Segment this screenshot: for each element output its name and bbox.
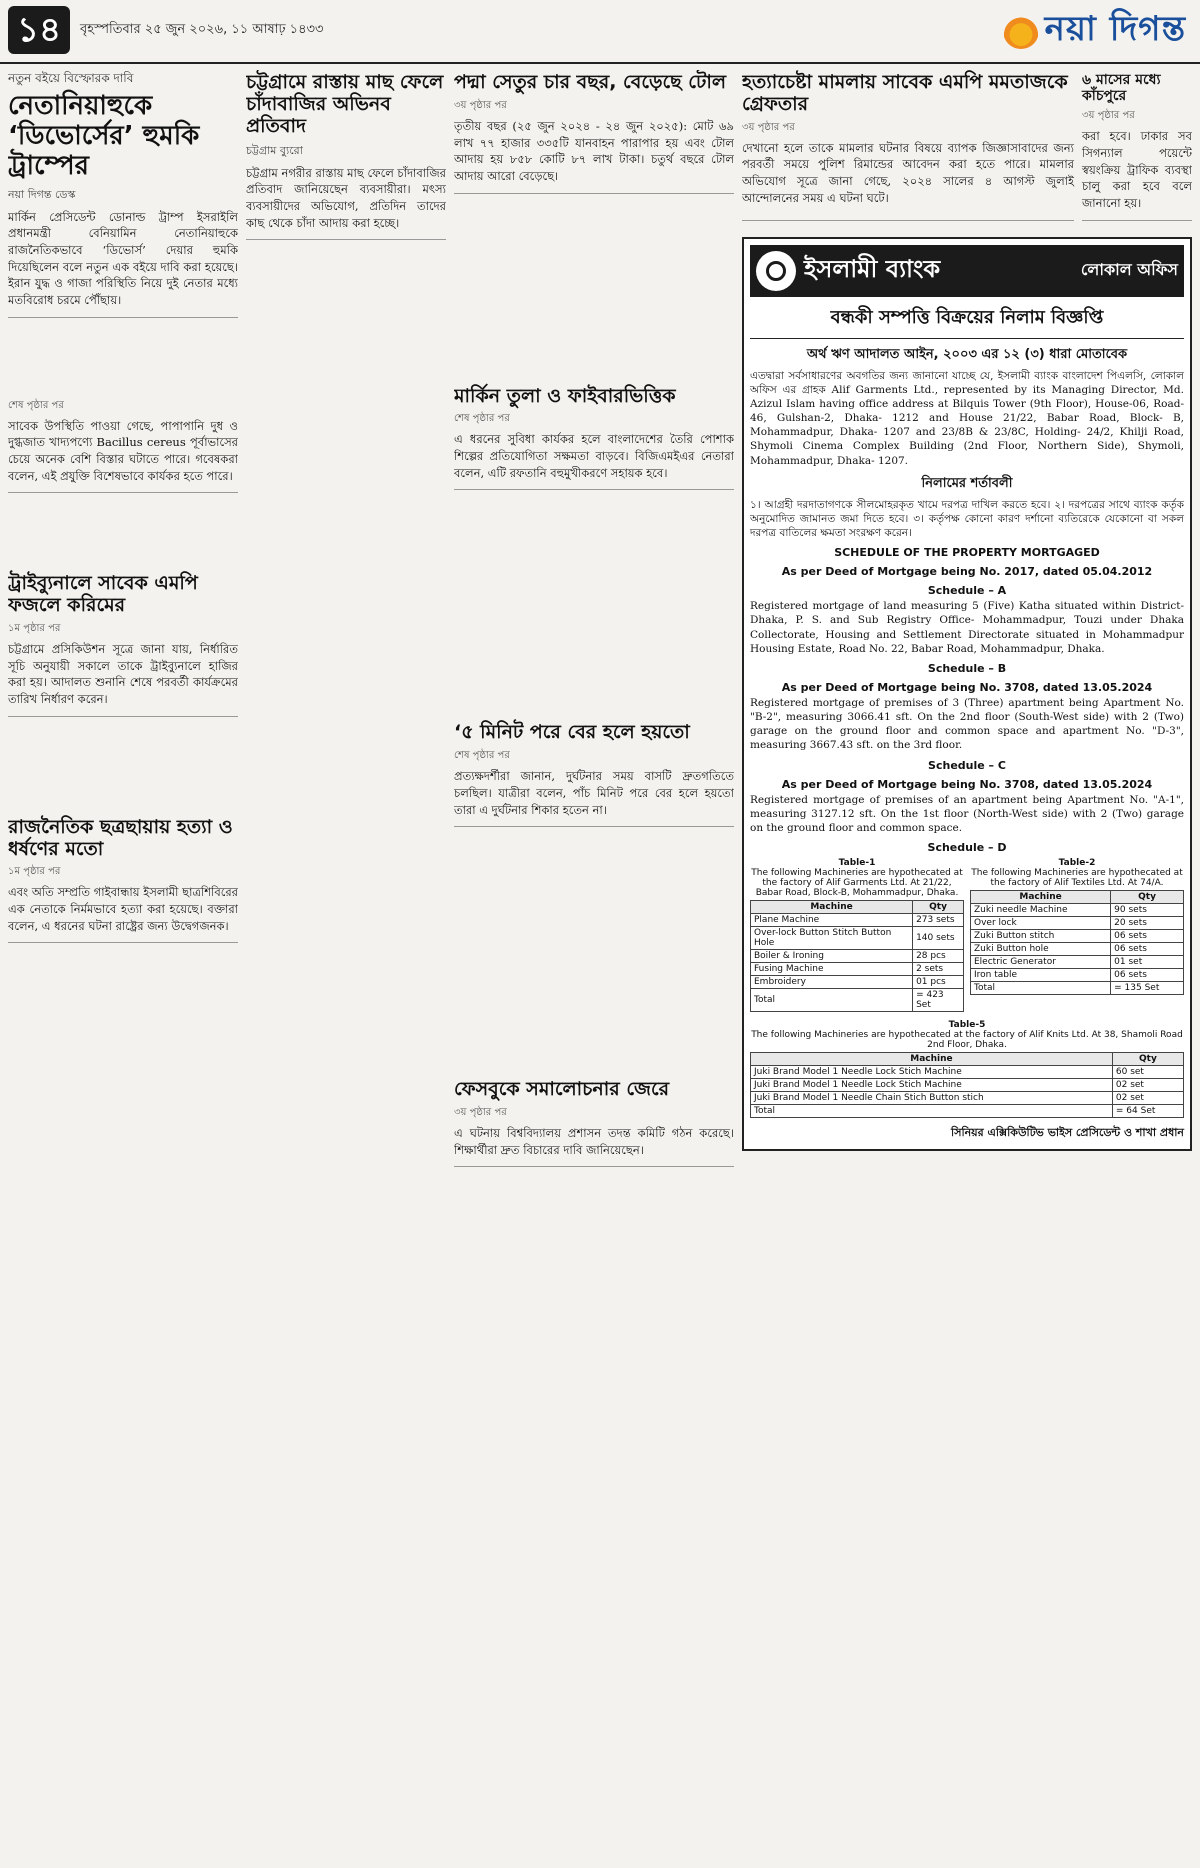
- story-food-safety: [8, 398, 238, 494]
- table-row: [751, 1092, 1184, 1105]
- story-five-minutes: [454, 722, 734, 827]
- table-caption: The following Machineries are hypothecated at the factory of Alif Textiles Ltd. At 74/A.: [971, 868, 1183, 889]
- bank-seal-icon: [756, 251, 796, 291]
- story-body: এ ঘটনায় বিশ্ববিদ্যালয় প্রশাসন তদন্ত কমিটি গঠন করেছে। শিক্ষার্থীরা দ্রুত বিচারের দাবি জানিয়েছেন।: [454, 1126, 734, 1157]
- story-continued: ১ম পৃষ্ঠার পর: [8, 866, 61, 878]
- schedule-sub: As per Deed of Mortgage being No. 2017, dated 05.04.2012: [781, 565, 1153, 579]
- table-2: [970, 890, 1184, 995]
- story-tribunal: [8, 573, 238, 716]
- table-cell: Total: [751, 1105, 1113, 1118]
- story-headline: নেতানিয়াহুকে ‘ডিভোর্সের’ হুমকি ট্রাম্পের: [8, 91, 200, 181]
- column-3: [454, 70, 734, 1860]
- story-headline: পদ্মা সেতুর চার বছর, বেড়েছে টোল: [454, 71, 727, 93]
- table-cell: 20 sets: [1111, 917, 1184, 930]
- table-title: Table-2: [1058, 858, 1096, 869]
- ad-subtitle: অর্থ ঋণ আদালত আইন, ২০০৩ এর ১২ (৩) ধারা মোতাবেক: [806, 346, 1128, 362]
- schedule-a-title: Schedule – A: [927, 584, 1007, 598]
- story-continued: ৩য় পৃষ্ঠার পর: [454, 1107, 507, 1119]
- story-kanchpur: [1082, 70, 1192, 221]
- table-cell: Electric Generator: [971, 956, 1111, 969]
- table-cell: = 135 Set: [1111, 982, 1184, 995]
- ad-body: এতদ্বারা সর্বসাধারণের অবগতির জন্য জানানো যাচ্ছে যে, ইসলামী ব্যাংক বাংলাদেশ পিএলসি, লোকাল অফিস এর গ্রাহক Alif Garments Ltd., represented by its Managing Director, Md. Azizul Islam having office address at Bilquis Tower (9th Floor), House-06, Road- 46, Gulshan-2, Dhaka- 1212 and House 21/22, Babar Road, Block- B, Mohammadpur, Dhaka- 1207 and 23/8B & 23/8C, Holding- 24/2, Khilji Road, Shymoli Cinema Complex Building (2nd Floor, Northern Side), Shymoli, Mohammadpur, Dhaka- 1207.: [750, 369, 1184, 467]
- table-title: Table-1: [838, 858, 876, 869]
- table-row: [751, 976, 964, 989]
- table-row: [971, 956, 1184, 969]
- story-headline: চট্টগ্রামে রাস্তায় মাছ ফেলে চাঁদাবাজির অভিনব প্রতিবাদ: [246, 71, 444, 137]
- story-body: চট্টগ্রাম নগরীর রাস্তায় মাছ ফেলে চাঁদাবাজির প্রতিবাদ জানিয়েছেন ব্যবসায়ীরা। মৎস্য ব্যবসায়ীদের অভিযোগ, প্রতিদিন তাদের কাছ থেকে চাঁদা আদায় করা হচ্ছে।: [246, 165, 446, 230]
- table-cell: Total: [971, 982, 1111, 995]
- ad-banner: [750, 245, 1184, 297]
- story-political-shelter: [8, 817, 238, 944]
- table-cell: Juki Brand Model 1 Needle Chain Stich Button stich: [751, 1092, 1113, 1105]
- story-fish-protest: [246, 72, 446, 240]
- schedule-d-title: Schedule – D: [927, 841, 1007, 855]
- table-row: [971, 917, 1184, 930]
- table-header-cell: Qty: [1111, 891, 1184, 904]
- table-5: [750, 1052, 1184, 1118]
- table-cell: 90 sets: [1111, 904, 1184, 917]
- table-cell: 01 set: [1111, 956, 1184, 969]
- story-momtaz-arrest: [742, 70, 1074, 221]
- table-row: [751, 927, 964, 950]
- table-5-block: [750, 1020, 1184, 1118]
- table-title: Table-5: [948, 1020, 986, 1031]
- story-us-cotton: [454, 386, 734, 491]
- table-cell: Juki Brand Model 1 Needle Lock Stich Machine: [751, 1079, 1113, 1092]
- story-body: করা হবে। ঢাকার সব সিগন্যাল পয়েন্টে স্বয়ংক্রিয় ট্রাফিক ব্যবস্থা চালু করা হবে বলে জানানো হয়।: [1082, 129, 1192, 210]
- machinery-tables: [750, 858, 1184, 1014]
- conditions-title: নিলামের শর্তাবলী: [921, 475, 1013, 491]
- table-row: [971, 943, 1184, 956]
- story-continued: ১ম পৃষ্ঠার পর: [8, 623, 61, 635]
- table-header-row: [971, 891, 1184, 904]
- table-row: [751, 1066, 1184, 1079]
- story-body: সাবেক উপস্থিতি পাওয়া গেছে, পাপাপানি দুধ ও দুগ্ধজাত খাদ্যপণ্যে Bacillus cereus পূর্বাভাসের চেয়ে অনেক বেশি বিস্তার ঘটাতে পারে। গবেষকরা বলেন, এই প্রযুক্তি বিশেষভাবে কার্যকর হতে পারে।: [8, 418, 238, 483]
- bank-office: লোকাল অফিস: [1080, 260, 1178, 280]
- story-continued: ৩য় পৃষ্ঠার পর: [454, 99, 507, 111]
- table-cell: Iron table: [971, 969, 1111, 982]
- table-cell: = 64 Set: [1112, 1105, 1183, 1118]
- schedule-b-title: Schedule – B: [927, 661, 1007, 675]
- page-number: ১৪: [8, 6, 70, 54]
- story-netanyahu: [8, 70, 238, 318]
- table-header-row: [751, 1053, 1184, 1066]
- story-continued: ৩য় পৃষ্ঠার পর: [1082, 110, 1135, 122]
- story-continued: ৩য় পৃষ্ঠার পর: [742, 121, 795, 133]
- table-cell: 140 sets: [913, 927, 964, 950]
- story-headline: ফেসবুকে সমালোচনার জেরে: [454, 1078, 670, 1101]
- table-row: [751, 963, 964, 976]
- table-row: [971, 904, 1184, 917]
- date-line: বৃহস্পতিবার ২৫ জুন ২০২৬, ১১ আষাঢ় ১৪৩৩: [80, 22, 324, 37]
- story-body: এ ধরনের সুবিধা কার্যকর হলে বাংলাদেশের তৈরি পোশাক শিল্পের প্রতিযোগিতা সক্ষমতা বাড়বে। বিজিএমইএর নেতারা বলেন, এটি রফতানি বহুমুখীকরণে সহায়ক হবে।: [454, 432, 734, 480]
- story-continued: শেষ পৃষ্ঠার পর: [8, 399, 64, 411]
- story-headline: ৬ মাসের মধ্যে কাঁচপুরে: [1082, 72, 1161, 105]
- table-cell: Juki Brand Model 1 Needle Lock Stich Machine: [751, 1066, 1113, 1079]
- table-header-cell: Qty: [913, 901, 964, 914]
- story-headline: হত্যাচেষ্টা মামলায় সাবেক এমপি মমতাজকে গ্রেফতার: [742, 71, 1068, 115]
- masthead: [0, 0, 1200, 64]
- story-byline: নয়া দিগন্ত ডেস্ক: [8, 187, 76, 201]
- table-row: [751, 1079, 1184, 1092]
- table-cell: Embroidery: [751, 976, 913, 989]
- story-body: চট্টগ্রামে প্রসিকিউশন সূত্রে জানা যায়, নির্ধারিত সূচি অনুযায়ী সকালে তাকে ট্রাইব্যুনালে হাজির করা হয়। আদালত শুনানি শেষে পরবর্তী কার্যক্রমের তারিখ নির্ধারণ করেন।: [8, 642, 238, 707]
- auction-notice-ad: [742, 237, 1192, 1152]
- story-headline: মার্কিন তুলা ও ফাইবারভিত্তিক: [454, 384, 676, 407]
- story-headline: ‘৫ মিনিট পরে বের হলে হয়তো: [454, 721, 690, 744]
- story-continued: শেষ পৃষ্ঠার পর: [454, 413, 510, 425]
- story-body: এবং অতি সম্প্রতি গাইবান্ধায় ইসলামী ছাত্রশিবিরের এক নেতাকে নির্মমভাবে হত্যা করা হয়েছে। বক্তারা বলেন, এ ধরনের ঘটনা রাষ্ট্রের জন্য উদ্বেগজনক।: [8, 885, 238, 933]
- table-1: [750, 900, 964, 1012]
- ad-signatory: সিনিয়র এক্সিকিউটিভ ভাইস প্রেসিডেন্ট ও শাখা প্রধান: [951, 1126, 1184, 1140]
- newspaper-logo: [1003, 6, 1186, 56]
- story-body: তৃতীয় বছর (২৫ জুন ২০২৪ - ২৪ জুন ২০২৫): মোট ৬৯ লাখ ৭৭ হাজার ৩৩৫টি যানবাহন পারাপার হয় এবং টোল আদায় হয় ৮৫৮ কোটি ৮৭ লাখ টাকা। চতুর্থ বছরে টোল আদায় আরো বেড়েছে।: [454, 118, 734, 183]
- story-headline: রাজনৈতিক ছত্রছায়ায় হত্যা ও ধর্ষণের মতো: [8, 815, 233, 860]
- table-cell: 06 sets: [1111, 969, 1184, 982]
- table-row: [971, 930, 1184, 943]
- table-header-cell: Qty: [1112, 1053, 1183, 1066]
- table-header-cell: Machine: [971, 891, 1111, 904]
- table-row: [751, 1105, 1184, 1118]
- schedule-title: SCHEDULE OF THE PROPERTY MORTGAGED: [834, 546, 1100, 560]
- schedule-c-body: Registered mortgage of premises of an apartment being Apartment No. "A-1", measuring 3127.12 sft. On the 1st floor (North-West side) with 2 (Two) garage on the ground floor and common space.: [750, 793, 1184, 834]
- table-cell: Fusing Machine: [751, 963, 913, 976]
- table-cell: 28 pcs: [913, 950, 964, 963]
- story-continued: শেষ পৃষ্ঠার পর: [454, 750, 510, 762]
- table-cell: 273 sets: [913, 914, 964, 927]
- schedule-a-body: Registered mortgage of land measuring 5 (Five) Katha situated within District- Dhaka, P. S. and Sub Registry Office- Mohammadpur, Touzi under Dhaka Collectorate, Housing and Settlement Directorate situated in Mohammadpur Housing Estate, Road No. 22, Babar Road, Mohammadpur, Dhaka.: [750, 600, 1184, 655]
- schedule-c-title: Schedule – C: [928, 758, 1006, 772]
- story-headline: ট্রাইব্যুনালে সাবেক এমপি ফজলে করিমের: [8, 572, 198, 617]
- story-kicker: নতুন বইয়ে বিস্ফোরক দাবি: [8, 71, 134, 85]
- table-2-block: [970, 858, 1184, 1014]
- table-cell: Over lock: [971, 917, 1111, 930]
- table-cell: Boiler & Ironing: [751, 950, 913, 963]
- table-cell: 02 set: [1112, 1079, 1183, 1092]
- bank-name: ইসলামী ব্যাংক: [804, 254, 941, 283]
- table-cell: Zuki Button hole: [971, 943, 1111, 956]
- table-cell: 2 sets: [913, 963, 964, 976]
- sun-logo-icon: [1003, 13, 1039, 49]
- story-body: মার্কিন প্রেসিডেন্ট ডোনাল্ড ট্রাম্প ইসরাইলি প্রধানমন্ত্রী বেনিয়ামিন নেতানিয়াহুকে রাজনৈতিকভাবে ‘ডিভোর্স’ দেয়ার হুমকি দিয়েছিলেন বলে নতুন এক বইয়ে দাবি করা হয়েছে। ইরান যুদ্ধ ও গাজা পরিস্থিতি নিয়ে দুই নেতার মধ্যে মতবিরোধ চরমে পৌঁছায়।: [8, 209, 238, 308]
- story-body: দেখানো হলে তাকে মামলার ঘটনার বিষয়ে ব্যাপক জিজ্ঞাসাবাদের জন্য পরবর্তী সময়ে পুলিশ রিমান্ডের আবেদন করা হতে পারে। মামলার অভিযোগ সূত্রে জানা গেছে, ২০২৪ সালের ৪ আগস্ট জুলাই আন্দোলনের সময় এ ঘটনা ঘটে।: [742, 140, 1074, 205]
- logo-text: নয়া দিগন্ত: [1044, 8, 1186, 49]
- column-4: [742, 70, 1192, 1860]
- schedule-b-body: Registered mortgage of premises of 3 (Three) apartment being Apartment No. "B-2", measuring 3066.41 sft. On the 2nd floor (South-West side) with 2 (Two) garage on the ground floor and common space and apartment No. "D-3", measuring 3667.43 sft. on the 3rd floor.: [750, 696, 1184, 752]
- story-facebook-criticism: [454, 1079, 734, 1167]
- table-cell: Zuki Button stitch: [971, 930, 1111, 943]
- table-row: [751, 950, 964, 963]
- column-2: [246, 70, 446, 1860]
- column-1: [8, 70, 238, 1860]
- table-cell: Over-lock Button Stitch Button Hole: [751, 927, 913, 950]
- table-cell: Zuki needle Machine: [971, 904, 1111, 917]
- table-cell: Plane Machine: [751, 914, 913, 927]
- table-cell: 06 sets: [1111, 943, 1184, 956]
- table-cell: 60 set: [1112, 1066, 1183, 1079]
- story-byline: চট্টগ্রাম ব্যুরো: [246, 143, 303, 157]
- schedule-b-sub: As per Deed of Mortgage being No. 3708, dated 13.05.2024: [781, 680, 1153, 694]
- story-body: প্রত্যক্ষদর্শীরা জানান, দুর্ঘটনার সময় বাসটি দ্রুতগতিতে চলছিল। যাত্রীরা বলেন, পাঁচ মিনিট পরে বের হলে হয়তো তারা এ দুর্ঘটনার শিকার হতেন না।: [454, 769, 734, 817]
- table-cell: 01 pcs: [913, 976, 964, 989]
- table-cell: Total: [751, 989, 913, 1012]
- table-header-cell: Machine: [751, 901, 913, 914]
- table-row: [971, 969, 1184, 982]
- table-cell: = 423 Set: [913, 989, 964, 1012]
- table-caption: The following Machineries are hypothecated at the factory of Alif Garments Ltd. At 21/22, Babar Road, Block-B, Mohammadpur, Dhaka.: [751, 868, 963, 899]
- table-row: [751, 989, 964, 1012]
- table-row: [971, 982, 1184, 995]
- table-1-block: [750, 858, 964, 1014]
- table-row: [751, 914, 964, 927]
- conditions-body: ১। আগ্রহী দরদাতাগণকে সীলমোহরকৃত খামে দরপত্র দাখিল করতে হবে। ২। দরপত্রের সাথে ব্যাংক কর্তৃক অনুমোদিত জামানত জমা দিতে হবে। ৩। কর্তৃপক্ষ কোনো কারণ দর্শানো ব্যতিরেকে যেকোনো বা সকল দরপত্র বাতিলের ক্ষমতা সংরক্ষণ করেন।: [750, 498, 1184, 540]
- table-cell: 06 sets: [1111, 930, 1184, 943]
- table-header-row: [751, 901, 964, 914]
- table-cell: 02 set: [1112, 1092, 1183, 1105]
- ad-title: বন্ধকী সম্পত্তি বিক্রয়ের নিলাম বিজ্ঞপ্তি: [750, 303, 1184, 339]
- table-header-cell: Machine: [751, 1053, 1113, 1066]
- story-padma-bridge: [454, 72, 734, 194]
- table-caption: The following Machineries are hypothecated at the factory of Alif Knits Ltd. At 38, Shamoli Road 2nd Floor, Dhaka.: [751, 1030, 1183, 1051]
- schedule-c-sub: As per Deed of Mortgage being No. 3708, dated 13.05.2024: [781, 777, 1153, 791]
